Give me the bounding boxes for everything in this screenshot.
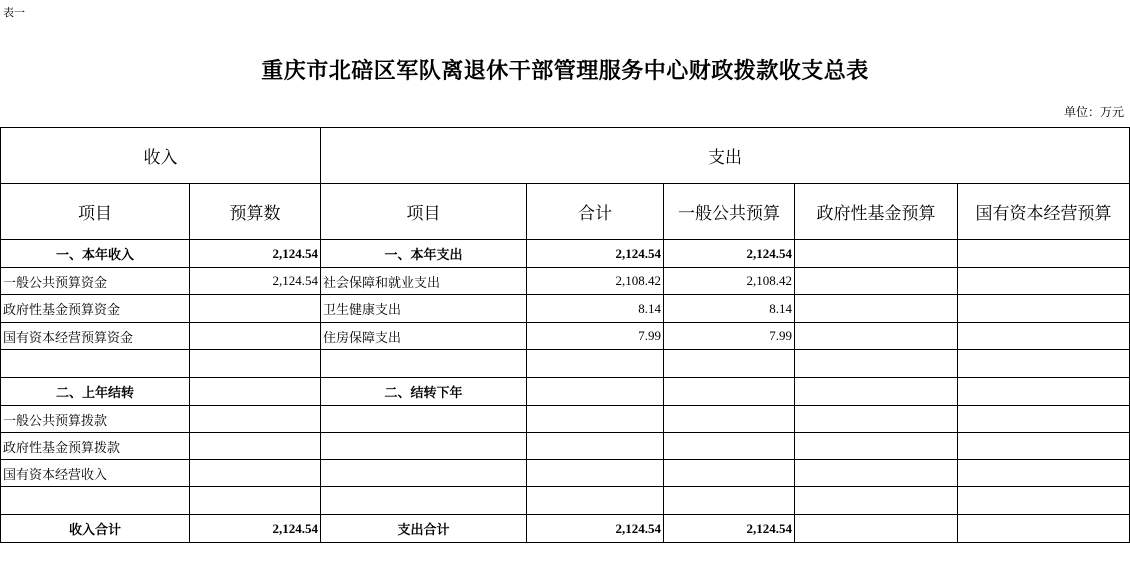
income-amount: [190, 295, 321, 323]
table-number-label: 表一: [3, 6, 25, 19]
general-budget-header: 一般公共预算: [664, 184, 795, 240]
income-amount: [190, 487, 321, 515]
general-amount: [664, 406, 795, 433]
capital-amount: [958, 295, 1130, 323]
unit-label: 单位：万元: [1063, 105, 1124, 119]
fund-amount: [795, 378, 958, 406]
fund-amount: [795, 406, 958, 433]
income-item: 政府性基金预算拨款: [1, 433, 190, 460]
totals-row: [1, 515, 1130, 543]
budget-header: 预算数: [190, 184, 321, 240]
general-amount: 2,124.54: [664, 515, 795, 543]
total-amount: 8.14: [527, 295, 664, 323]
table-row: [1, 487, 1130, 515]
income-item: 国有资本经营预算资金: [1, 323, 190, 350]
fund-amount: [795, 268, 958, 295]
general-amount: [664, 433, 795, 460]
expense-item: 住房保障支出: [321, 323, 527, 350]
table-row: [1, 268, 1130, 295]
expense-item: 卫生健康支出: [321, 295, 527, 323]
expense-header: 支出: [321, 128, 1130, 184]
income-amount: [190, 378, 321, 406]
income-amount: [190, 406, 321, 433]
fund-amount: [795, 433, 958, 460]
general-amount: [664, 460, 795, 487]
total-amount: [527, 406, 664, 433]
expense-item: [321, 433, 527, 460]
capital-amount: [958, 323, 1130, 350]
general-amount: [664, 487, 795, 515]
income-item: 国有资本经营收入: [1, 460, 190, 487]
table-row: [1, 460, 1130, 487]
table-row: [1, 350, 1130, 378]
fund-amount: [795, 487, 958, 515]
expense-total-label: 支出合计: [321, 515, 527, 543]
total-amount: [527, 378, 664, 406]
capital-amount: [958, 378, 1130, 406]
capital-amount: [958, 515, 1130, 543]
general-amount: 2,124.54: [664, 240, 795, 268]
budget-summary-table: [0, 127, 1130, 543]
page-title: 重庆市北碚区军队离退休干部管理服务中心财政拨款收支总表: [261, 58, 869, 84]
gov-fund-header: 政府性基金预算: [795, 184, 958, 240]
total-amount: 2,124.54: [527, 515, 664, 543]
state-capital-header: 国有资本经营预算: [958, 184, 1130, 240]
income-amount: [190, 350, 321, 378]
fund-amount: [795, 350, 958, 378]
fund-amount: [795, 460, 958, 487]
income-total-amount: 2,124.54: [190, 515, 321, 543]
capital-amount: [958, 406, 1130, 433]
general-amount: 8.14: [664, 295, 795, 323]
income-item: 一般公共预算资金: [1, 268, 190, 295]
table-row: [1, 240, 1130, 268]
capital-amount: [958, 487, 1130, 515]
income-item: 二、上年结转: [1, 378, 190, 406]
income-amount: [190, 323, 321, 350]
total-amount: 2,108.42: [527, 268, 664, 295]
income-item: 一、本年收入: [1, 240, 190, 268]
expense-item: 二、结转下年: [321, 378, 527, 406]
general-amount: [664, 378, 795, 406]
total-amount: [527, 460, 664, 487]
capital-amount: [958, 460, 1130, 487]
capital-amount: [958, 433, 1130, 460]
expense-item-header: 项目: [321, 184, 527, 240]
income-item: [1, 350, 190, 378]
income-amount: [190, 433, 321, 460]
expense-item: [321, 460, 527, 487]
capital-amount: [958, 350, 1130, 378]
expense-item: [321, 350, 527, 378]
fund-amount: [795, 240, 958, 268]
total-amount: [527, 487, 664, 515]
capital-amount: [958, 240, 1130, 268]
income-amount: [190, 460, 321, 487]
table-row: [1, 378, 1130, 406]
table-row: [1, 433, 1130, 460]
income-total-label: 收入合计: [1, 515, 190, 543]
total-amount: [527, 350, 664, 378]
income-item: 一般公共预算拨款: [1, 406, 190, 433]
general-amount: [664, 350, 795, 378]
expense-item: 社会保障和就业支出: [321, 268, 527, 295]
income-amount: 2,124.54: [190, 240, 321, 268]
income-header: 收入: [1, 128, 321, 184]
income-item: 政府性基金预算资金: [1, 295, 190, 323]
income-item-header: 项目: [1, 184, 190, 240]
expense-item: [321, 406, 527, 433]
total-amount: [527, 433, 664, 460]
header-row-1: [1, 128, 1130, 184]
expense-item: 一、本年支出: [321, 240, 527, 268]
table-row: [1, 295, 1130, 323]
capital-amount: [958, 268, 1130, 295]
total-amount: 2,124.54: [527, 240, 664, 268]
table-row: [1, 323, 1130, 350]
expense-item: [321, 487, 527, 515]
fund-amount: [795, 323, 958, 350]
general-amount: 2,108.42: [664, 268, 795, 295]
income-amount: 2,124.54: [190, 268, 321, 295]
header-row-2: [1, 184, 1130, 240]
general-amount: 7.99: [664, 323, 795, 350]
fund-amount: [795, 295, 958, 323]
table-row: [1, 406, 1130, 433]
total-header: 合计: [527, 184, 664, 240]
fund-amount: [795, 515, 958, 543]
total-amount: 7.99: [527, 323, 664, 350]
income-item: [1, 487, 190, 515]
